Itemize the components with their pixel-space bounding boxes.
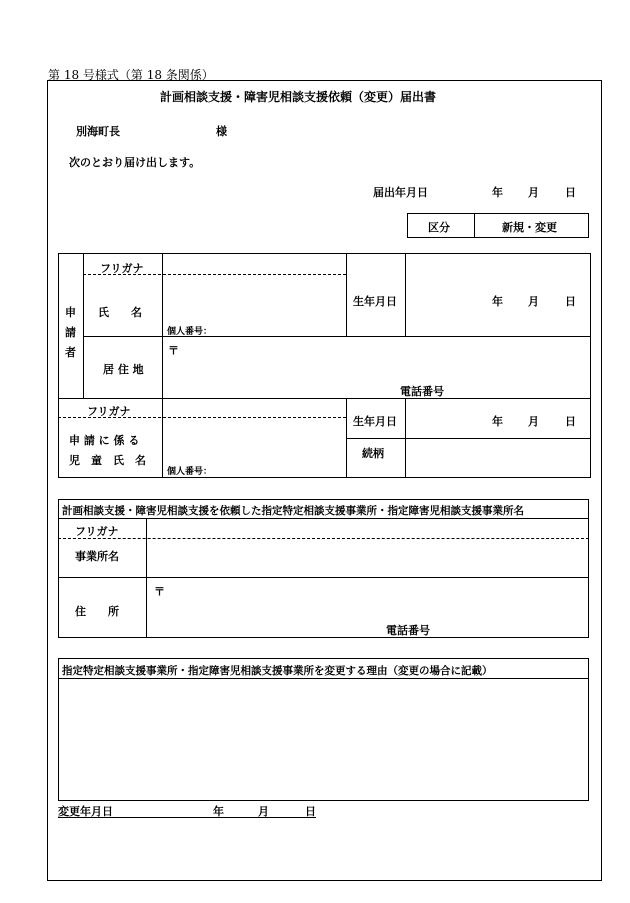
applicant-furigana-label: フリガナ <box>100 262 144 275</box>
applicant-birth-year: 年 <box>492 295 503 308</box>
child-name-label-1: 申 請 に 係 る <box>69 434 140 447</box>
change-month-label: 月 <box>258 805 269 818</box>
office-name-label: 事業所名 <box>75 550 119 563</box>
applicant-section-label-2: 請 <box>65 326 76 339</box>
addressee-name: 別海町長 <box>76 125 120 138</box>
change-date-label: 変更年月日 <box>58 805 113 818</box>
applicant-section-label-3: 者 <box>65 346 76 359</box>
submission-day-label: 日 <box>565 186 576 199</box>
child-birth-year: 年 <box>492 415 503 428</box>
intro-text: 次のとおり届け出します。 <box>69 156 201 169</box>
submission-year-label: 年 <box>492 186 503 199</box>
applicant-postal-mark: 〒 <box>168 344 179 357</box>
submission-date-label: 届出年月日 <box>373 186 428 199</box>
applicant-birth-day: 日 <box>565 295 576 308</box>
office-name-field[interactable] <box>148 540 588 576</box>
category-label: 区分 <box>428 221 450 234</box>
reason-field[interactable] <box>60 680 587 799</box>
child-birth-day: 日 <box>565 415 576 428</box>
applicant-birth-month: 月 <box>528 295 539 308</box>
office-furigana-field[interactable] <box>148 520 588 537</box>
applicant-name-label: 氏 名 <box>98 306 142 319</box>
child-personal-number-label: 個人番号： <box>167 467 213 477</box>
child-birth-month: 月 <box>528 415 539 428</box>
reason-header: 指定特定相談支援事業所・指定障害児相談支援事業所を変更する理由（変更の場合に記載） <box>62 665 493 677</box>
form-title: 計画相談支援・障害児相談支援依頼（変更）届出書 <box>160 90 437 104</box>
addressee-honorific: 様 <box>216 125 227 138</box>
office-address-field[interactable] <box>166 580 586 620</box>
applicant-personal-number-label: 個人番号： <box>167 327 213 337</box>
form-number: 第 18 号様式（第 18 条関係） <box>48 68 214 82</box>
office-header: 計画相談支援・障害児相談支援を依頼した指定特定相談支援事業所・指定障害児相談支援事業所名 <box>62 505 524 517</box>
child-furigana-label: フリガナ <box>87 405 131 418</box>
child-name-field[interactable] <box>163 419 345 461</box>
change-day-label: 日 <box>305 805 316 818</box>
child-relation-field[interactable] <box>406 439 590 477</box>
submission-month-label: 月 <box>528 186 539 199</box>
office-postal-mark: 〒 <box>154 585 165 598</box>
applicant-name-field[interactable] <box>163 276 345 321</box>
child-name-label-2: 児 童 氏 名 <box>69 454 146 467</box>
child-furigana-field[interactable] <box>163 399 345 417</box>
applicant-address-field[interactable] <box>180 340 580 378</box>
child-birthdate-label: 生年月日 <box>353 415 397 428</box>
office-address-label: 住 所 <box>75 605 119 618</box>
applicant-birthdate-label: 生年月日 <box>353 295 397 308</box>
applicant-address-label: 居 住 地 <box>103 363 144 376</box>
applicant-furigana-field[interactable] <box>163 254 345 274</box>
applicant-phone-label: 電話番号 <box>400 385 444 398</box>
office-furigana-label: フリガナ <box>75 525 119 538</box>
child-relation-label: 続柄 <box>362 447 384 460</box>
applicant-section-label-1: 申 <box>65 306 76 319</box>
change-year-label: 年 <box>213 805 224 818</box>
office-phone-label: 電話番号 <box>386 624 430 637</box>
category-value[interactable]: 新規・変更 <box>502 221 557 234</box>
